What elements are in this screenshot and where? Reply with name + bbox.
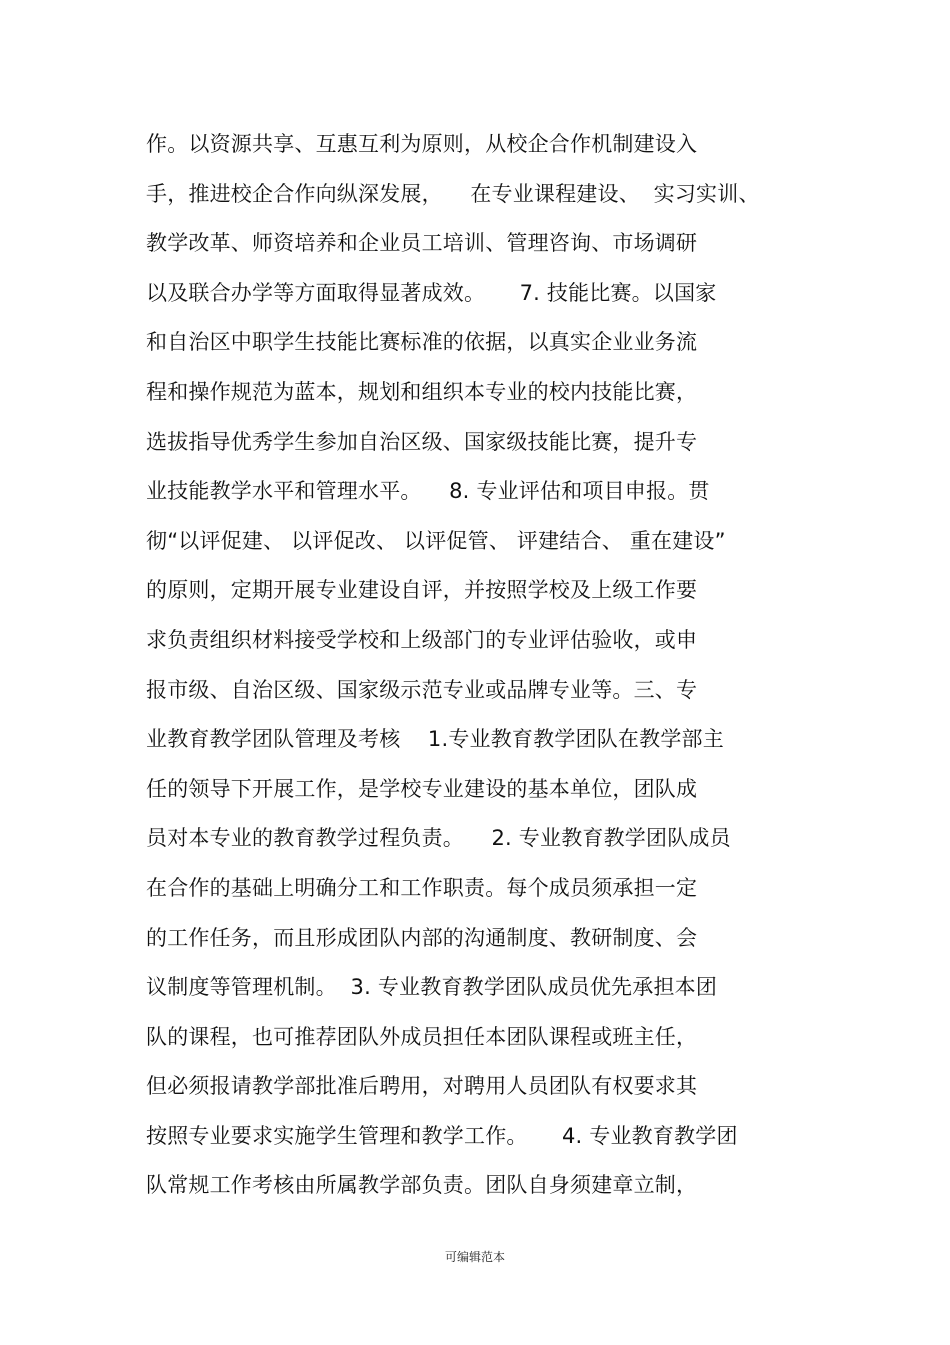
text-line-6: 程和操作规范为蓝本，规划和组织本专业的校内技能比赛， [146, 379, 698, 404]
text-line-8: 业技能教学水平和管理水平。 8. 专业评估和项目申报。贯 [146, 479, 710, 504]
text-line-17: 的工作任务，而且形成团队内部的沟通制度、教研制度、会 [146, 925, 698, 950]
text-line-5: 和自治区中职学生技能比赛标准的依据，以真实企业业务流 [146, 330, 698, 355]
text-line-16: 在合作的基础上明确分工和工作职责。每个成员须承担一定 [146, 875, 698, 900]
body-text [146, 122, 936, 1213]
text-line-14: 任的领导下开展工作，是学校专业建设的基本单位，团队成 [146, 776, 698, 801]
text-line-19: 队的课程，也可推荐团队外成员担任本团队课程或班主任， [146, 1024, 698, 1049]
text-line-9: 彻“以评促建、 以评促改、 以评促管、 评建结合、 重在建设” [146, 528, 726, 553]
text-line-13: 业教育教学团队管理及考核 1.专业教育教学团队在教学部主 [146, 727, 724, 752]
text-line-12: 报市级、自治区级、国家级示范专业或品牌专业等。三、专 [146, 677, 698, 702]
text-line-18: 议制度等管理机制。 3. 专业教育教学团队成员优先承担本团 [146, 975, 718, 1000]
text-line-10: 的原则，定期开展专业建设自评，并按照学校及上级工作要 [146, 578, 698, 603]
text-line-15: 员对本专业的教育教学过程负责。 2. 专业教育教学团队成员 [146, 826, 731, 851]
text-line-21: 按照专业要求实施学生管理和教学工作。 4. 专业教育教学团 [146, 1123, 738, 1148]
text-line-4: 以及联合办学等方面取得显著成效。 7. 技能比赛。以国家 [146, 280, 717, 305]
text-line-2: 手，推进校企合作向纵深发展， 在专业课程建设、 实习实训、 [146, 181, 760, 206]
text-line-3: 教学改革、师资培养和企业员工培训、管理咨询、市场调研 [146, 231, 698, 256]
text-line-20: 但必须报请教学部批准后聘用，对聘用人员团队有权要求其 [146, 1074, 698, 1099]
page-footer: 可编辑范本 [444, 1250, 505, 1264]
text-line-11: 求负责组织材料接受学校和上级部门的专业评估验收，或申 [146, 627, 698, 652]
text-line-1: 作。以资源共享、互惠互利为原则，从校企合作机制建设入 [146, 132, 698, 156]
text-line-7: 选拔指导优秀学生参加自治区级、国家级技能比赛，提升专 [146, 429, 698, 454]
text-line-22: 队常规工作考核由所属教学部负责。团队自身须建章立制， [146, 1173, 698, 1198]
